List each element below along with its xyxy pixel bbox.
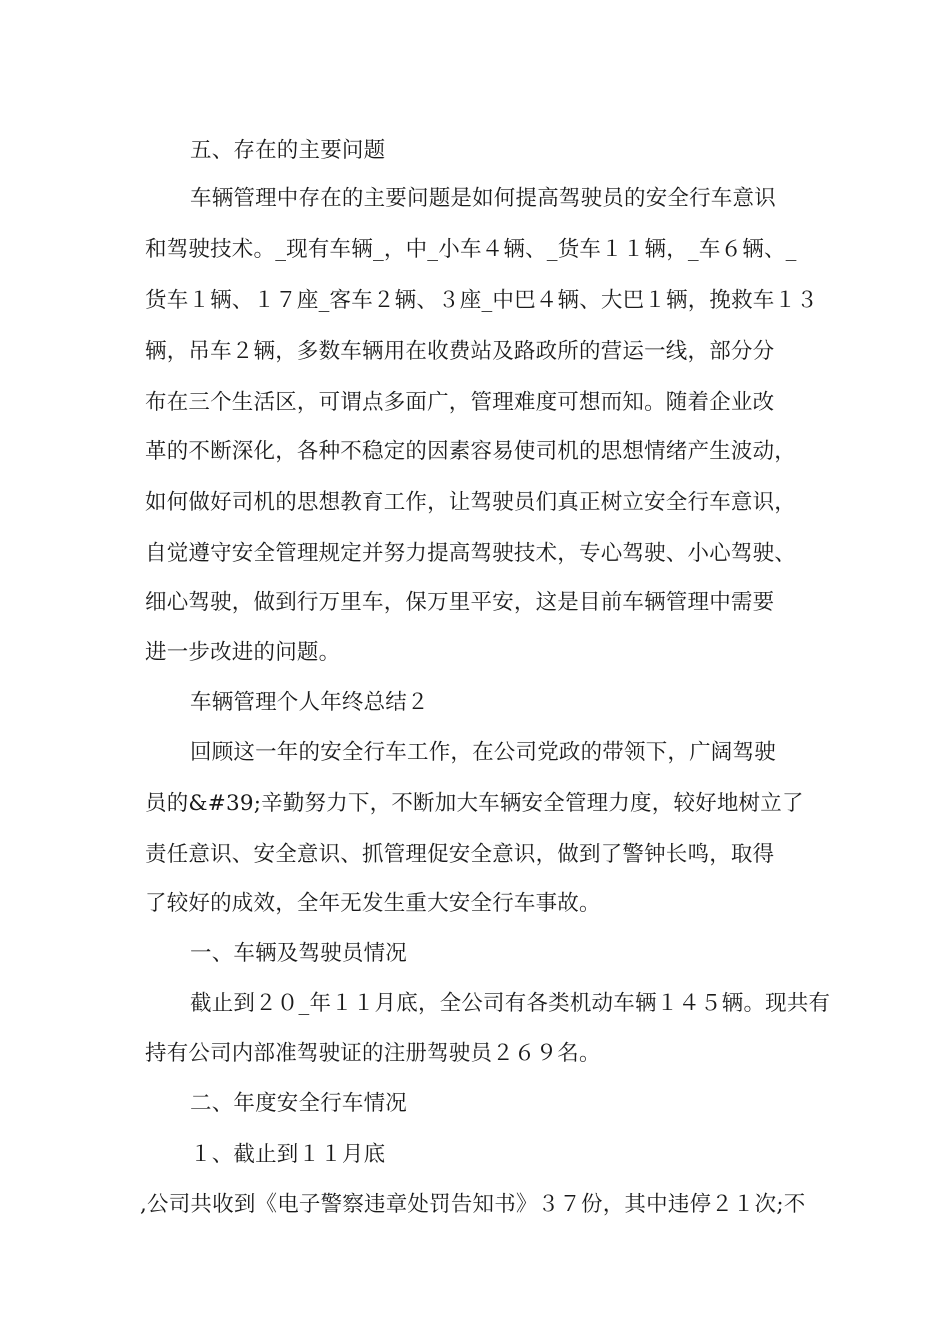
paragraph-line: ,公司共收到《电子警察违章处罚告知书》３７份，其中违停２１次;不 <box>140 1192 806 1217</box>
paragraph-line: 辆，吊车２辆，多数车辆用在收费站及路政所的营运一线，部分分 <box>145 339 775 364</box>
paragraph-line: 员的&#39;辛勤努力下，不断加大车辆安全管理力度，较好地树立了 <box>145 791 804 816</box>
paragraph-line: 截止到２０_年１１月底，全公司有各类机动车辆１４５辆。现共有 <box>190 991 831 1016</box>
paragraph-line: 持有公司内部准驾驶证的注册驾驶员２６９名。 <box>145 1041 601 1066</box>
paragraph-line: 进一步改进的问题。 <box>145 640 341 665</box>
paragraph-line: 货车１辆、１７座_客车２辆、３座_中巴４辆、大巴１辆，挽救车１３ <box>145 288 818 313</box>
paragraph-line: 细心驾驶，做到行万里车，保万里平安，这是目前车辆管理中需要 <box>145 590 775 615</box>
paragraph-line: 回顾这一年的安全行车工作，在公司党政的带领下，广阔驾驶 <box>190 740 776 765</box>
paragraph-line: 革的不断深化，各种不稳定的因素容易使司机的思想情绪产生波动， <box>145 439 797 464</box>
paragraph-line: 自觉遵守安全管理规定并努力提高驾驶技术，专心驾驶、小心驾驶、 <box>145 541 797 566</box>
summary-title: 车辆管理个人年终总结２ <box>190 690 429 715</box>
paragraph-line: 责任意识、安全意识、抓管理促安全意识，做到了警钟长鸣，取得 <box>145 842 775 867</box>
subsection-heading: １、截止到１１月底 <box>190 1142 386 1167</box>
section-heading-2: 二、年度安全行车情况 <box>190 1091 408 1116</box>
paragraph-line: 车辆管理中存在的主要问题是如何提高驾驶员的安全行车意识 <box>190 186 776 211</box>
paragraph-line: 如何做好司机的思想教育工作，让驾驶员们真正树立安全行车意识， <box>145 490 797 515</box>
paragraph-line: 布在三个生活区，可谓点多面广，管理难度可想而知。随着企业改 <box>145 390 775 415</box>
paragraph-line: 和驾驶技术。_现有车辆_，中_小车４辆、_货车１１辆，_车６辆、_ <box>145 237 797 262</box>
section-heading-1: 一、车辆及驾驶员情况 <box>190 941 408 966</box>
paragraph-line: 了较好的成效，全年无发生重大安全行车事故。 <box>145 891 601 916</box>
section-heading-5: 五、存在的主要问题 <box>190 138 386 163</box>
